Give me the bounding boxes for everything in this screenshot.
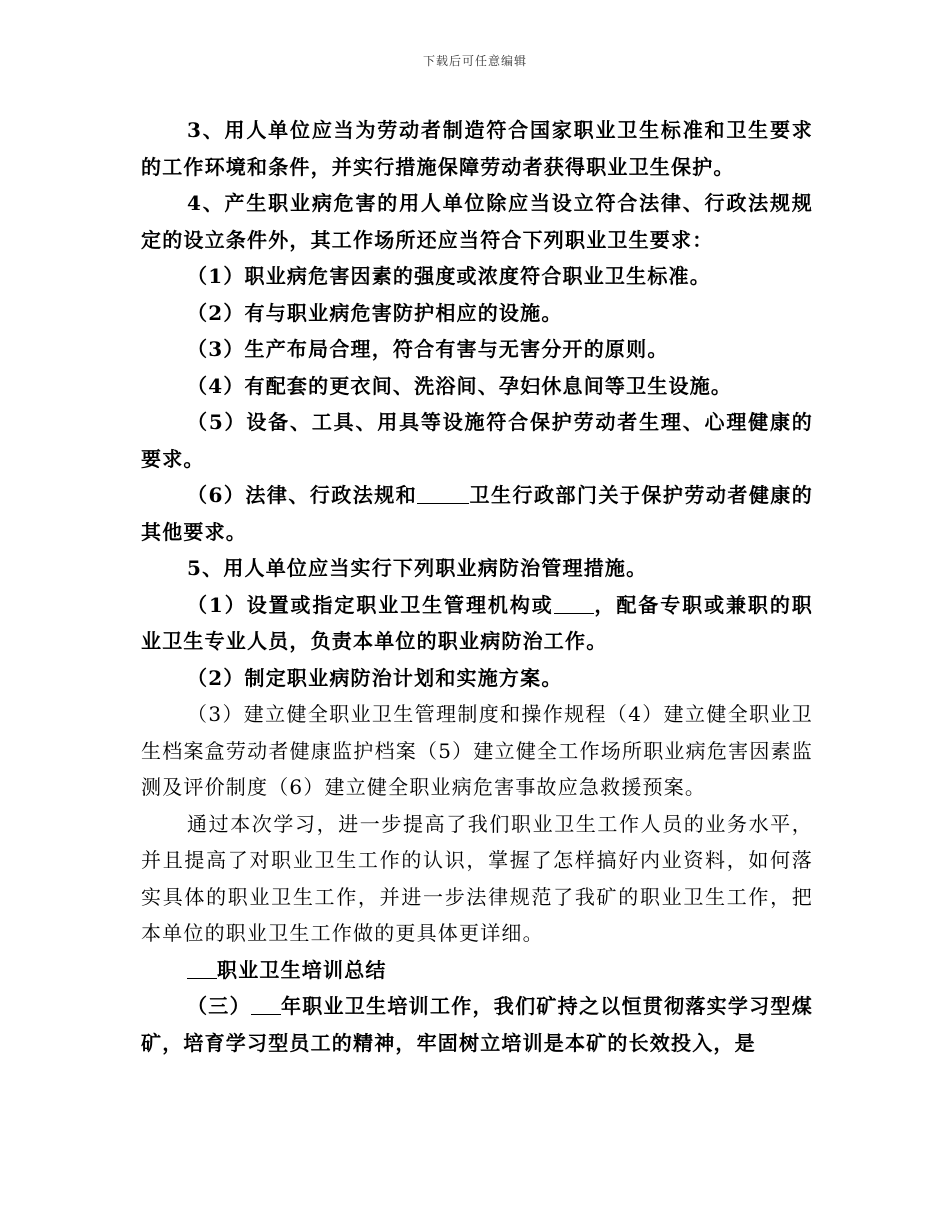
list-item-3: （3）生产布局合理，符合有害与无害分开的原则。	[187, 337, 669, 361]
measure-item-1-after: ，配备专职或兼职的职业卫生专业人员，负责本单位的职业病防治工作。	[141, 592, 813, 653]
blank-underline	[187, 958, 217, 979]
paragraph-item-4: 4、产生职业病危害的用人单位除应当设立符合法律、行政法规规定的设立条件外，其工作场所还应当符合下列职业卫生要求：	[141, 191, 813, 252]
list-item-1: （1）职业病危害因素的强度或浓度符合职业卫生标准。	[187, 264, 711, 288]
measure-item-1-before: （1）设置或指定职业卫生管理机构或	[187, 592, 554, 617]
paragraph-item-3: 3、用人单位应当为劳动者制造符合国家职业卫生标准和卫生要求的工作环境和条件，并实行措施保障劳动者获得职业卫生保护。	[141, 118, 813, 179]
list-item-2: （2）有与职业病危害防护相应的设施。	[187, 300, 563, 325]
measure-item-1	[141, 587, 813, 660]
summary-paragraph: 通过本次学习，进一步提高了我们职业卫生工作人员的业务水平，并且提高了对职业卫生工作的认识，掌握了怎样搞好内业资料，如何落实具体的职业卫生工作，并进一步法律规范了我矿的职业卫生工作，把本单位的职业卫生工作做的更具体更详细。	[141, 811, 813, 945]
section-intro-paragraph	[141, 988, 813, 1061]
section-title	[141, 952, 813, 989]
measure-items-3-6: （3）建立健全职业卫生管理制度和操作规程（4）建立健全职业卫生档案盒劳动者健康监护档案（5）建立健全工作场所职业病危害因素监测及评价制度（6）建立健全职业病危害事故应急救援预案。	[141, 702, 813, 799]
page-header: 下载后可任意编辑	[422, 54, 527, 68]
blank-underline	[251, 994, 281, 1015]
section-intro-after: 年职业卫生培训工作，我们矿持之以恒贯彻落实学习型煤矿，培育学习型员工的精神，牢固树立培训是本矿的长效投入，是	[141, 994, 813, 1055]
list-item-6	[141, 477, 813, 550]
document-body	[141, 112, 813, 1061]
paragraph-item-5: 5、用人单位应当实行下列职业病防治管理措施。	[187, 556, 648, 580]
section-intro-before: （三）	[187, 994, 251, 1018]
measure-item-2: （2）制定职业病防治计划和实施方案。	[187, 665, 563, 690]
section-title-text: 职业卫生培训总结	[217, 957, 387, 982]
list-item-5: （5）设备、工具、用具等设施符合保护劳动者生理、心理健康的要求。	[141, 410, 813, 471]
list-item-6-before: （6）法律、行政法规和	[187, 483, 418, 507]
list-item-4: （4）有配套的更衣间、洗浴间、孕妇休息间等卫生设施。	[187, 373, 733, 398]
blank-underline	[554, 593, 594, 614]
blank-underline	[417, 483, 469, 504]
list-item-6-after: 卫生行政部门关于保护劳动者健康的其他要求。	[141, 483, 813, 544]
